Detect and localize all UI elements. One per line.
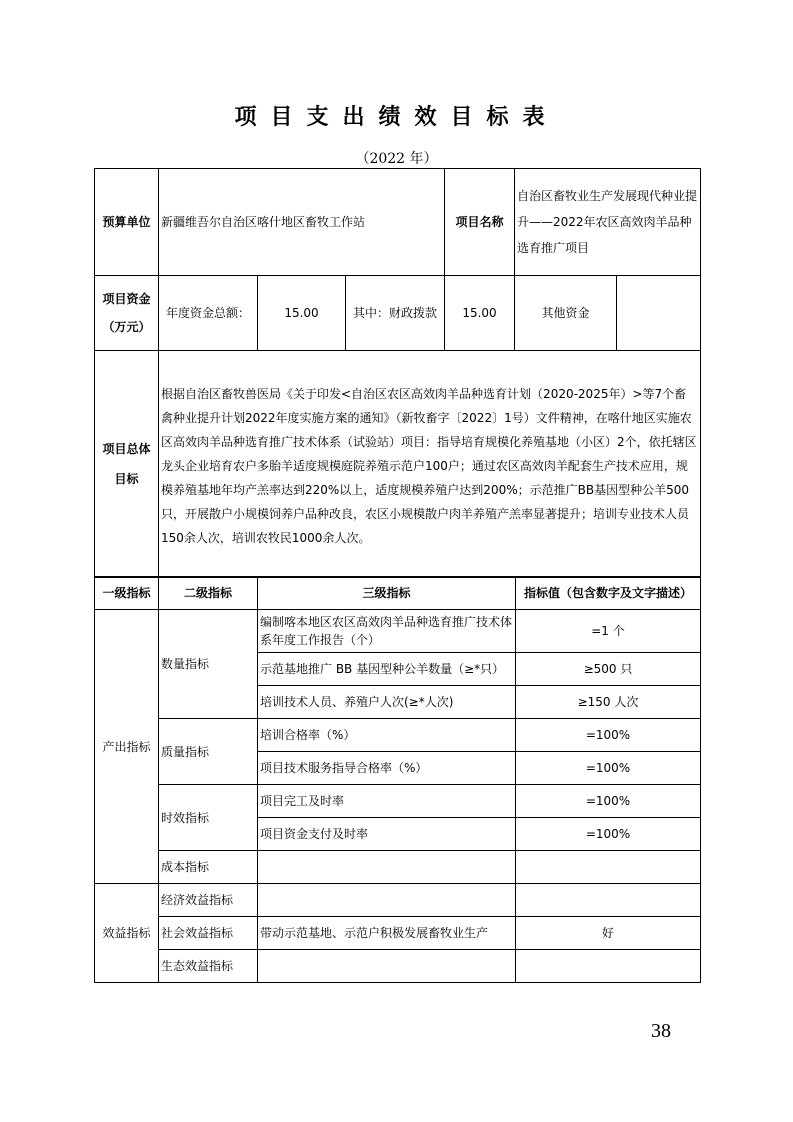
project-name-value: 自治区畜牧业生产发展现代种业提升——2022年农区高效肉羊品种选育推广项目 bbox=[515, 169, 701, 276]
funds-label: 项目资金（万元） bbox=[95, 276, 159, 351]
page-number: 38 bbox=[651, 1020, 671, 1042]
indicator-name bbox=[258, 851, 516, 884]
social-benefit-label: 社会效益指标 bbox=[159, 917, 258, 950]
project-name-label: 项目名称 bbox=[445, 169, 515, 276]
overall-goal-label: 项目总体目标 bbox=[95, 351, 159, 578]
indicator-name: 项目技术服务指导合格率（%） bbox=[258, 752, 516, 785]
output-indicators-label: 产出指标 bbox=[95, 610, 159, 884]
indicator-name: 带动示范基地、示范户积极发展畜牧业生产 bbox=[258, 917, 516, 950]
fiscal-label: 其中：财政拨款 bbox=[346, 276, 445, 351]
indicator-name: 编制喀本地区农区高效肉羊品种选育推广技术体系年度工作报告（个） bbox=[258, 610, 516, 653]
indicator-value: ≥150 人次 bbox=[516, 686, 701, 719]
indicator-value: 好 bbox=[516, 917, 701, 950]
indicator-name: 项目完工及时率 bbox=[258, 785, 516, 818]
economic-benefit-label: 经济效益指标 bbox=[159, 884, 258, 917]
indicator-value bbox=[516, 950, 701, 983]
budget-unit-label: 预算单位 bbox=[95, 169, 159, 276]
timeliness-indicators-label: 时效指标 bbox=[159, 785, 258, 851]
indicator-value: =100% bbox=[516, 752, 701, 785]
fiscal-value: 15.00 bbox=[445, 276, 515, 351]
indicator-name: 培训技术人员、养殖户人次(≥*人次) bbox=[258, 686, 516, 719]
header-level2: 二级指标 bbox=[159, 577, 258, 610]
overall-goal-text: 根据自治区畜牧兽医局《关于印发<自治区农区高效肉羊品种选育计划（2020-2025年）>等7个畜禽种业提升计划2022年度实施方案的通知》（新牧畜字〔2022〕1号）文件精神，在喀什地区实施农区高效肉羊品种选育推广技术体系（试验站）项目：指导培育规模化养殖基地（小区）2个，依托辖区龙头企业培育农户多胎羊适度规模庭院养殖示范户100户；通过农区高效肉羊配套生产技术应用，规模养殖基地年均产羔率达到220%以上，适度规模养殖户达到200%；示范推广BB基因型种公羊500只，开展散户小规模饲养户品种改良，农区小规模散户肉羊养殖产羔率显著提升；培训专业技术人员150余人次，培训农牧民1000余人次。 bbox=[159, 351, 701, 578]
project-info-table bbox=[94, 168, 701, 578]
year-subtitle: （2022 年） bbox=[355, 151, 438, 167]
indicator-name bbox=[258, 884, 516, 917]
quality-indicators-label: 质量指标 bbox=[159, 719, 258, 785]
other-funds-value bbox=[617, 276, 701, 351]
page-title: 项目支出绩效目标表 bbox=[234, 105, 559, 130]
header-value: 指标值（包含数字及文字描述） bbox=[516, 577, 701, 610]
indicator-name: 项目资金支付及时率 bbox=[258, 818, 516, 851]
quantity-indicators-label: 数量指标 bbox=[159, 610, 258, 719]
indicators-table bbox=[94, 576, 701, 983]
indicator-value: =1 个 bbox=[516, 610, 701, 653]
indicator-value: =100% bbox=[516, 818, 701, 851]
indicator-value: ≥500 只 bbox=[516, 653, 701, 686]
ecological-benefit-label: 生态效益指标 bbox=[159, 950, 258, 983]
indicator-name: 示范基地推广 BB 基因型种公羊数量（≥*只） bbox=[258, 653, 516, 686]
indicator-name: 培训合格率（%） bbox=[258, 719, 516, 752]
annual-total-label: 年度资金总额： bbox=[159, 276, 258, 351]
budget-unit-value: 新疆维吾尔自治区喀什地区畜牧工作站 bbox=[159, 169, 445, 276]
indicator-value bbox=[516, 851, 701, 884]
header-level3: 三级指标 bbox=[258, 577, 516, 610]
header-level1: 一级指标 bbox=[95, 577, 159, 610]
other-funds-label: 其他资金 bbox=[515, 276, 617, 351]
indicator-value: =100% bbox=[516, 785, 701, 818]
benefit-indicators-label: 效益指标 bbox=[95, 884, 159, 983]
indicator-value bbox=[516, 884, 701, 917]
cost-indicators-label: 成本指标 bbox=[159, 851, 258, 884]
indicator-name bbox=[258, 950, 516, 983]
indicator-value: =100% bbox=[516, 719, 701, 752]
annual-total-value: 15.00 bbox=[258, 276, 346, 351]
